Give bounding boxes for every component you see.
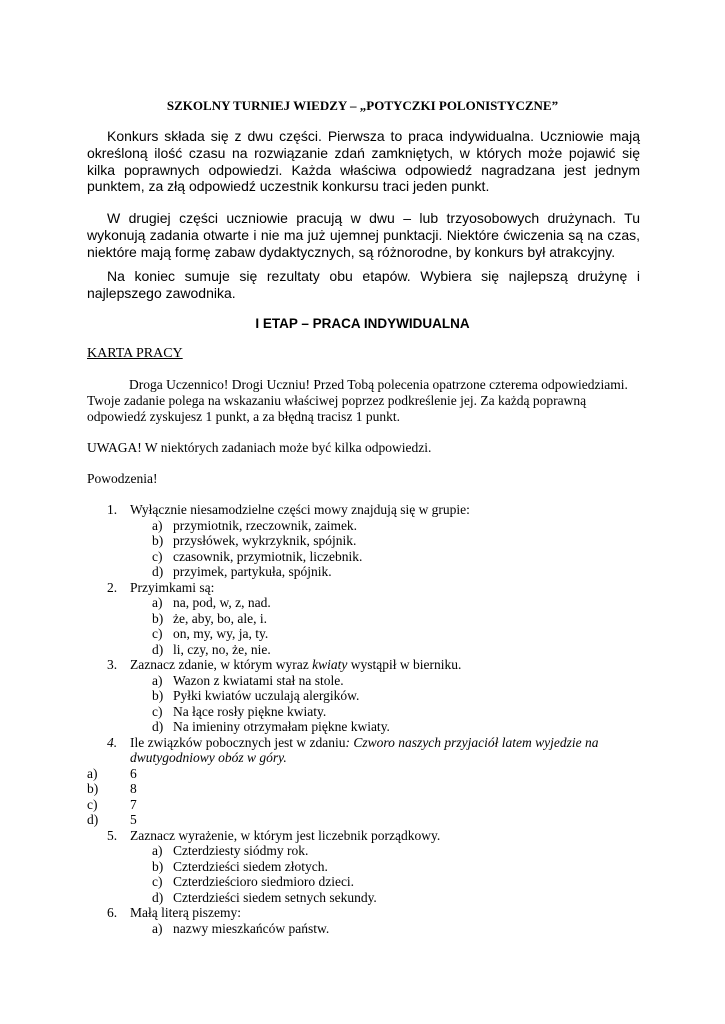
option-letter: c)	[152, 704, 163, 719]
option-text: przysłówek, wykrzyknik, spójnik.	[173, 533, 357, 548]
option-letter: d)	[87, 812, 99, 827]
question-text: Zaznacz wyrażenie, w którym jest liczebnik porządkowy.	[130, 828, 441, 843]
option-text: Wazon z kwiatami stał na stole.	[173, 673, 344, 688]
option-text: przyimek, partykuła, spójnik.	[173, 564, 332, 579]
option-text: Czterdzieści siedem złotych.	[173, 859, 328, 874]
question-text: Wyłącznie niesamodzielne części mowy znajdują się w grupie:	[130, 502, 470, 517]
question-number: 3.	[107, 657, 118, 672]
question-text-italic: dwutygodniowy obóz w góry.	[130, 750, 287, 765]
question-number: 2.	[107, 580, 118, 595]
good-luck-note: Powodzenia!	[87, 471, 158, 486]
paragraph-intro-3: Na koniec sumuje się rezultaty obu etapów. Wybiera się najlepszą drużynę i najlepszego zawodnika.	[87, 268, 640, 301]
option-letter: a)	[152, 921, 163, 936]
option-text: on, my, wy, ja, ty.	[173, 626, 269, 641]
question-text: Małą literą piszemy:	[130, 905, 241, 920]
option-letter: b)	[152, 533, 164, 548]
option-text: 7	[130, 797, 137, 812]
question-text-part: Ile związków pobocznych jest w zdaniu	[130, 735, 346, 750]
question-number: 6.	[107, 905, 118, 920]
paragraph-intro-1: Konkurs składa się z dwu części. Pierwsza to praca indywidualna. Uczniowie mają określoną ilość czasu na rozwiązanie zdań zamkniętych, w których może pojawić się kilka poprawnych odpowiedzi. Każda właściwa odpowiedź nagradzana jest jednym punktem, za złą odpowiedź uczestnik konkursu traci jeden punkt.	[87, 128, 640, 195]
question-number: 4.	[107, 735, 118, 750]
option-letter: c)	[152, 626, 163, 641]
option-text: czasownik, przymiotnik, liczebnik.	[173, 549, 363, 564]
option-text: Czterdziesty siódmy rok.	[173, 843, 309, 858]
question-text	[130, 657, 650, 673]
option-text: przymiotnik, rzeczownik, zaimek.	[173, 518, 358, 533]
option-text: li, czy, no, że, nie.	[173, 642, 271, 657]
option-text: na, pod, w, z, nad.	[173, 595, 271, 610]
paragraph-intro-2: W drugiej części uczniowie pracują w dwu – lub trzyosobowych drużynach. Tu wykonują zadania otwarte i nie ma już ujemnej punktacji. Niektóre ćwiczenia są na czas, niektóre mają formę zabaw dydaktycznych, są różnorodne, by konkurs był atrakcyjny.	[87, 210, 640, 260]
option-text: Na łące rosły piękne kwiaty.	[173, 704, 327, 719]
question-number: 1.	[107, 502, 118, 517]
option-letter: c)	[152, 874, 163, 889]
option-letter: b)	[152, 859, 164, 874]
option-text: Czterdzieścioro siedmioro dzieci.	[173, 874, 355, 889]
worksheet-heading: KARTA PRACY	[87, 346, 183, 361]
option-letter: a)	[152, 673, 163, 688]
stage-heading: I ETAP – PRACA INDYWIDUALNA	[255, 316, 470, 331]
question-text-italic: kwiaty	[312, 657, 348, 672]
option-text: że, aby, bo, ale, i.	[173, 611, 267, 626]
question-text-part: Zaznacz zdanie, w którym wyraz	[130, 657, 313, 672]
question-text	[130, 735, 650, 751]
option-letter: c)	[87, 797, 98, 812]
option-letter: a)	[152, 595, 163, 610]
question-text-part: wystąpił w bierniku.	[347, 657, 462, 672]
question-number: 5.	[107, 828, 118, 843]
option-letter: a)	[152, 843, 163, 858]
question-text-italic: : Czworo naszych przyjaciół latem wyjedzie na	[345, 735, 599, 750]
option-letter: b)	[87, 781, 99, 796]
warning-note: UWAGA! W niektórych zadaniach może być kilka odpowiedzi.	[87, 440, 432, 455]
option-text: Czterdzieści siedem setnych sekundy.	[173, 890, 377, 905]
option-text: 6	[130, 766, 137, 781]
question-text: Przyimkami są:	[130, 580, 215, 595]
option-letter: d)	[152, 564, 164, 579]
option-letter: a)	[87, 766, 98, 781]
option-letter: d)	[152, 642, 164, 657]
instructions-line-2: Twoje zadanie polega na wskazaniu właściwej poprzez podkreślenie jej. Za każdą poprawną	[87, 393, 587, 408]
option-text: Na imieniny otrzymałam piękne kwiaty.	[173, 719, 390, 734]
option-text: nazwy mieszkańców państw.	[173, 921, 330, 936]
option-letter: a)	[152, 518, 163, 533]
option-letter: c)	[152, 549, 163, 564]
option-text: Pyłki kwiatów uczulają alergików.	[173, 688, 360, 703]
document-title: SZKOLNY TURNIEJ WIEDZY – „POTYCZKI POLONISTYCZNE”	[166, 98, 559, 113]
instructions-line-1: Droga Uczennico! Drogi Uczniu! Przed Tobą polecenia opatrzone czterema odpowiedziami.	[129, 377, 628, 392]
option-text: 8	[130, 781, 137, 796]
option-letter: d)	[152, 890, 164, 905]
option-letter: b)	[152, 611, 164, 626]
option-text: 5	[130, 812, 137, 827]
option-letter: d)	[152, 719, 164, 734]
instructions-line-3: odpowiedź zyskujesz 1 punkt, a za błędną tracisz 1 punkt.	[87, 409, 401, 424]
option-letter: b)	[152, 688, 164, 703]
